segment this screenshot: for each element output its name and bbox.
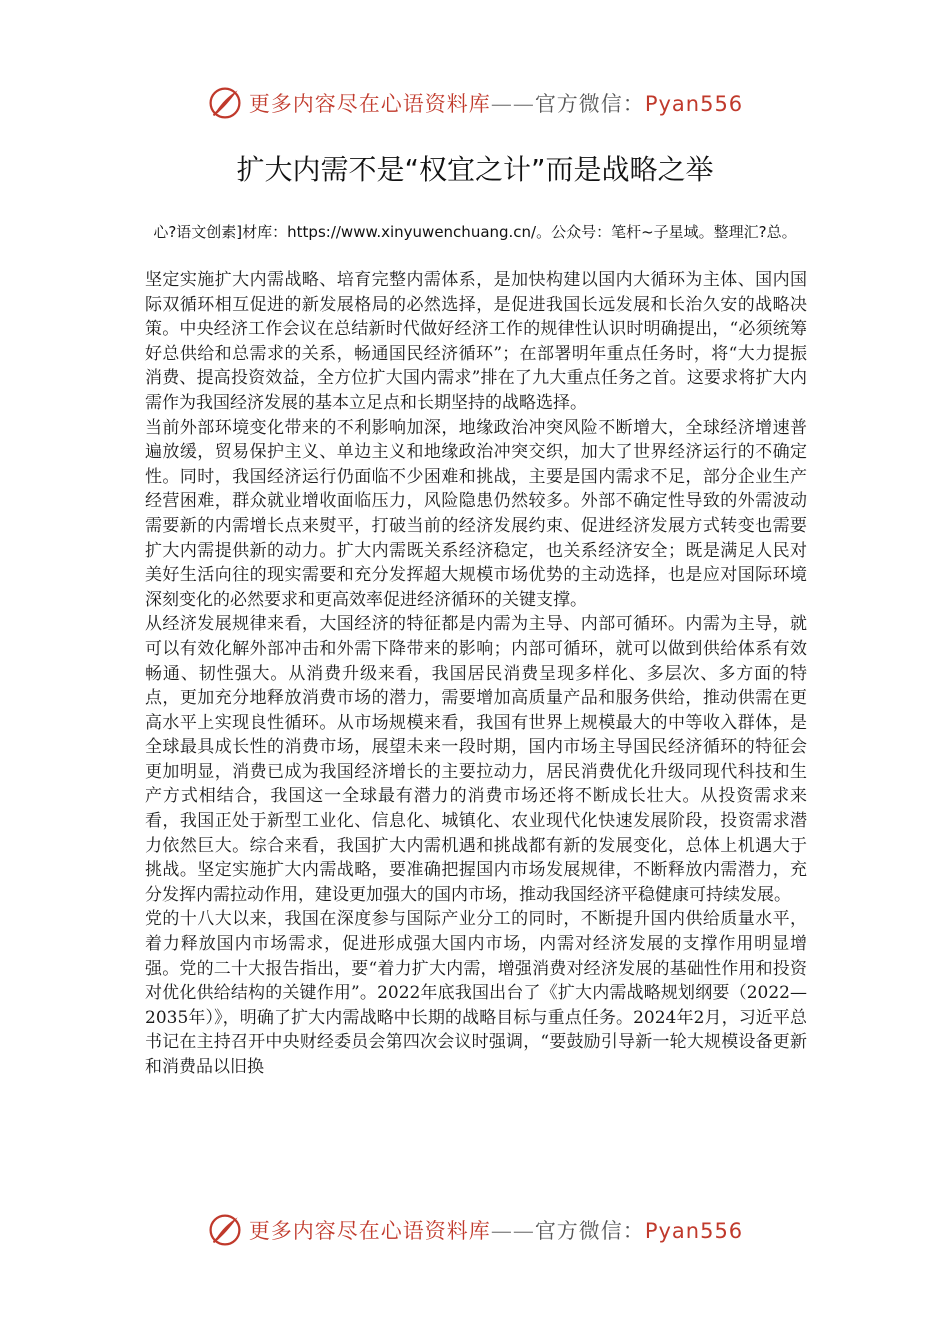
banner-main-text: 更多内容尽在心语资料库 <box>248 92 491 116</box>
banner-text <box>249 1215 743 1245</box>
banner-dash: —— <box>490 92 535 116</box>
header-banner <box>0 78 950 128</box>
document-title: 扩大内需不是“权宜之计”而是战略之举 <box>236 153 714 186</box>
document-body <box>145 268 807 1190</box>
banner-wechat-handle: Pyan556 <box>644 1219 744 1243</box>
banner-text <box>249 88 743 118</box>
banner-dash: —— <box>490 1219 535 1243</box>
quill-logo-icon <box>207 85 243 121</box>
quill-logo-icon <box>207 1212 243 1248</box>
paragraph-4: 党的十八大以来，我国在深度参与国际产业分工的同时，不断提升国内供给质量水平，着力释放国内市场需求，促进形成强大国内市场，内需对经济发展的支撑作用明显增强。党的二十大报告指出，要“着力扩大内需，增强消费对经济发展的基础性作用和投资对优化供给结构的关键作用”。2022年底我国出台了《扩大内需战略规划纲要（2022—2035年）》，明确了扩大内需战略中长期的战略目标与重点任务。2024年2月，习近平总书记在主持召开中央财经委员会第四次会议时强调，“要鼓励引导新一轮大规模设备更新和消费品以旧换 <box>145 909 807 1077</box>
paragraph-1: 坚定实施扩大内需战略、培育完整内需体系，是加快构建以国内大循环为主体、国内国际双循环相互促进的新发展格局的必然选择，是促进我国长远发展和长治久安的战略决策。中央经济工作会议在总结新时代做好经济工作的规律性认识时明确提出，“必须统筹好总供给和总需求的关系，畅通国民经济循环”；在部署明年重点任务时，将“大力提振消费、提高投资效益，全方位扩大国内需求”排在了九大重点任务之首。这要求将扩大内需作为我国经济发展的基本立足点和长期坚持的战略选择。 <box>145 270 807 413</box>
banner-main-text: 更多内容尽在心语资料库 <box>248 1219 491 1243</box>
banner-official-label: 官方微信： <box>534 1219 645 1243</box>
paragraph-2: 当前外部环境变化带来的不利影响加深，地缘政治冲突风险不断增大，全球经济增速普遍放缓，贸易保护主义、单边主义和地缘政治冲突交织，加大了世界经济运行的不确定性。同时，我国经济运行仍面临不少困难和挑战，主要是国内需求不足，部分企业生产经营困难，群众就业增收面临压力，风险隐患仍然较多。外部不确定性导致的外需波动需要新的内需增长点来熨平，打破当前的经济发展约束、促进经济发展方式转变也需要扩大内需提供新的动力。扩大内需既关系经济稳定，也关系经济安全；既是满足人民对美好生活向往的现实需要和充分发挥超大规模市场优势的主动选择，也是应对国际环境深刻变化的必然要求和更高效率促进经济循环的关键支撑。 <box>145 417 807 610</box>
banner-wechat-handle: Pyan556 <box>644 92 744 116</box>
banner-official-label: 官方微信： <box>534 92 645 116</box>
footer-banner <box>0 1205 950 1255</box>
source-line: 心?语文创素]材库：https://www.xinyuwenchuang.cn/。公众号：笔杆~子星域。整理汇?总。 <box>153 223 797 241</box>
paragraph-3: 从经济发展规律来看，大国经济的特征都是内需为主导、内部可循环。内需为主导，就可以有效化解外部冲击和外需下降带来的影响；内部可循环，就可以做到供给体系有效畅通、韧性强大。从消费升级来看，我国居民消费呈现多样化、多层次、多方面的特点，更加充分地释放消费市场的潜力，需要增加高质量产品和服务供给，推动供需在更高水平上实现良性循环。从市场规模来看，我国有世界上规模最大的中等收入群体，是全球最具成长性的消费市场，展望未来一段时期，国内市场主导国民经济循环的特征会更加明显，消费已成为我国经济增长的主要拉动力，居民消费优化升级同现代科技和生产方式相结合，我国这一全球最有潜力的消费市场还将不断成长壮大。从投资需求来看，我国正处于新型工业化、信息化、城镇化、农业现代化快速发展阶段，投资需求潜力依然巨大。综合来看，我国扩大内需机遇和挑战都有新的发展变化，总体上机遇大于挑战。坚定实施扩大内需战略，要准确把握国内市场发展规律，不断释放内需潜力，充分发挥内需拉动作用，建设更加强大的国内市场，推动我国经济平稳健康可持续发展。 <box>145 614 807 905</box>
